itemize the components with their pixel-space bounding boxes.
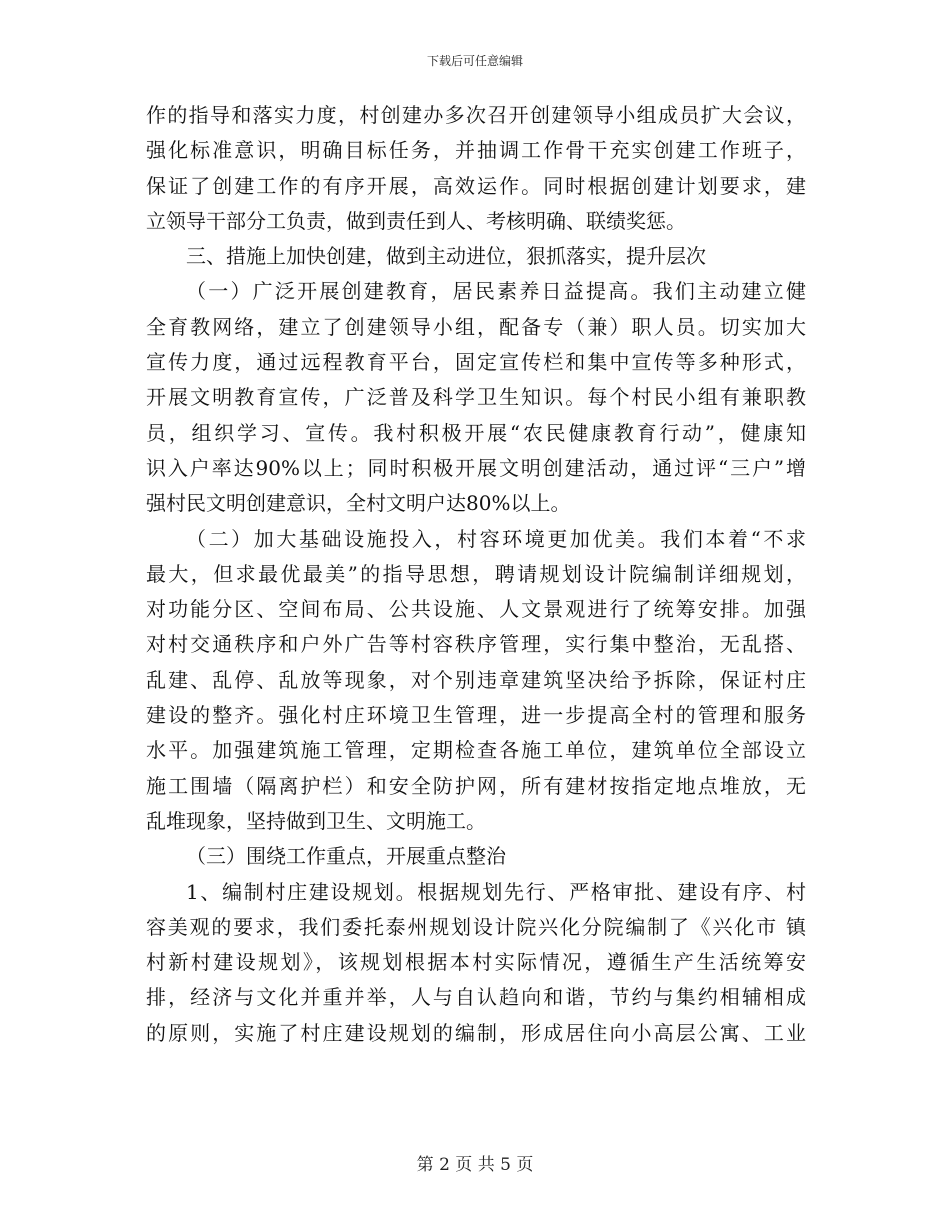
text-line: 排，经济与文化并重并举，人与自认趋向和谐，节约与集约相辅相成 (146, 985, 806, 1010)
text-line: 保证了创建工作的有序开展，高效运作。同时根据创建计划要求，建 (146, 173, 806, 198)
text-line: （三）围绕工作重点，开展重点整治 (186, 844, 506, 869)
text-line: 乱堆现象，坚持做到卫生、文明施工。 (146, 808, 486, 833)
text-line: 村新村建设规划》，该规划根据本村实际情况，遵循生产生活统筹安 (146, 950, 806, 975)
text-line: 强村民文明创建意识，全村文明户达80%以上。 (146, 491, 571, 516)
text-line: 全育教网络，建立了创建领导小组，配备专（兼）职人员。切实加大 (146, 314, 806, 339)
page-header: 下载后可任意编辑 (426, 54, 523, 68)
text-line: 容美观的要求，我们委托泰州规划设计院兴化分院编制了《兴化市 镇 (146, 914, 806, 939)
text-line: 建设的整齐。强化村庄环境卫生管理，进一步提高全村的管理和服务 (146, 703, 806, 728)
text-line: （二）加大基础设施投入，村容环境更加优美。我们本着“不求 (186, 526, 806, 551)
text-line: 强化标准意识，明确目标任务，并抽调工作骨干充实创建工作班子， (146, 138, 806, 163)
text-line: 乱建、乱停、乱放等现象，对个别违章建筑坚决给予拆除，保证村庄 (146, 667, 806, 692)
text-line: 对功能分区、空间布局、公共设施、人文景观进行了统筹安排。加强 (146, 597, 806, 622)
text-line: 三、措施上加快创建，做到主动进位，狠抓落实，提升层次 (186, 244, 706, 269)
text-line: 最大，但求最优最美”的指导思想，聘请规划设计院编制详细规划， (146, 561, 806, 586)
page-footer: 第 2 页 共 5 页 (416, 1155, 534, 1175)
text-line: 立领导干部分工负责，做到责任到人、考核明确、联绩奖惩。 (146, 208, 686, 233)
text-line: 对村交通秩序和户外广告等村容秩序管理，实行集中整治，无乱搭、 (146, 632, 806, 657)
text-line: 施工围墙（隔离护栏）和安全防护网，所有建材按指定地点堆放，无 (146, 773, 806, 798)
text-line: 宣传力度，通过远程教育平台，固定宣传栏和集中宣传等多种形式， (146, 350, 806, 375)
text-line: 开展文明教育宣传，广泛普及科学卫生知识。每个村民小组有兼职教 (146, 385, 806, 410)
text-line: （一）广泛开展创建教育，居民素养日益提高。我们主动建立健 (186, 279, 806, 304)
text-line: 作的指导和落实力度，村创建办多次召开创建领导小组成员扩大会议， (146, 103, 806, 127)
text-line: 水平。加强建筑施工管理，定期检查各施工单位，建筑单位全部设立 (146, 738, 806, 763)
text-line: 的原则，实施了村庄建设规划的编制，形成居住向小高层公寓、工业 (146, 1020, 806, 1045)
text-line: 1、编制村庄建设规划。根据规划先行、严格审批、建设有序、村 (186, 879, 806, 904)
text-line: 识入户率达90%以上；同时积极开展文明创建活动，通过评“三户”增 (146, 455, 806, 480)
text-line: 员，组织学习、宣传。我村积极开展“农民健康教育行动”，健康知 (146, 420, 806, 445)
document-body (146, 98, 806, 1051)
